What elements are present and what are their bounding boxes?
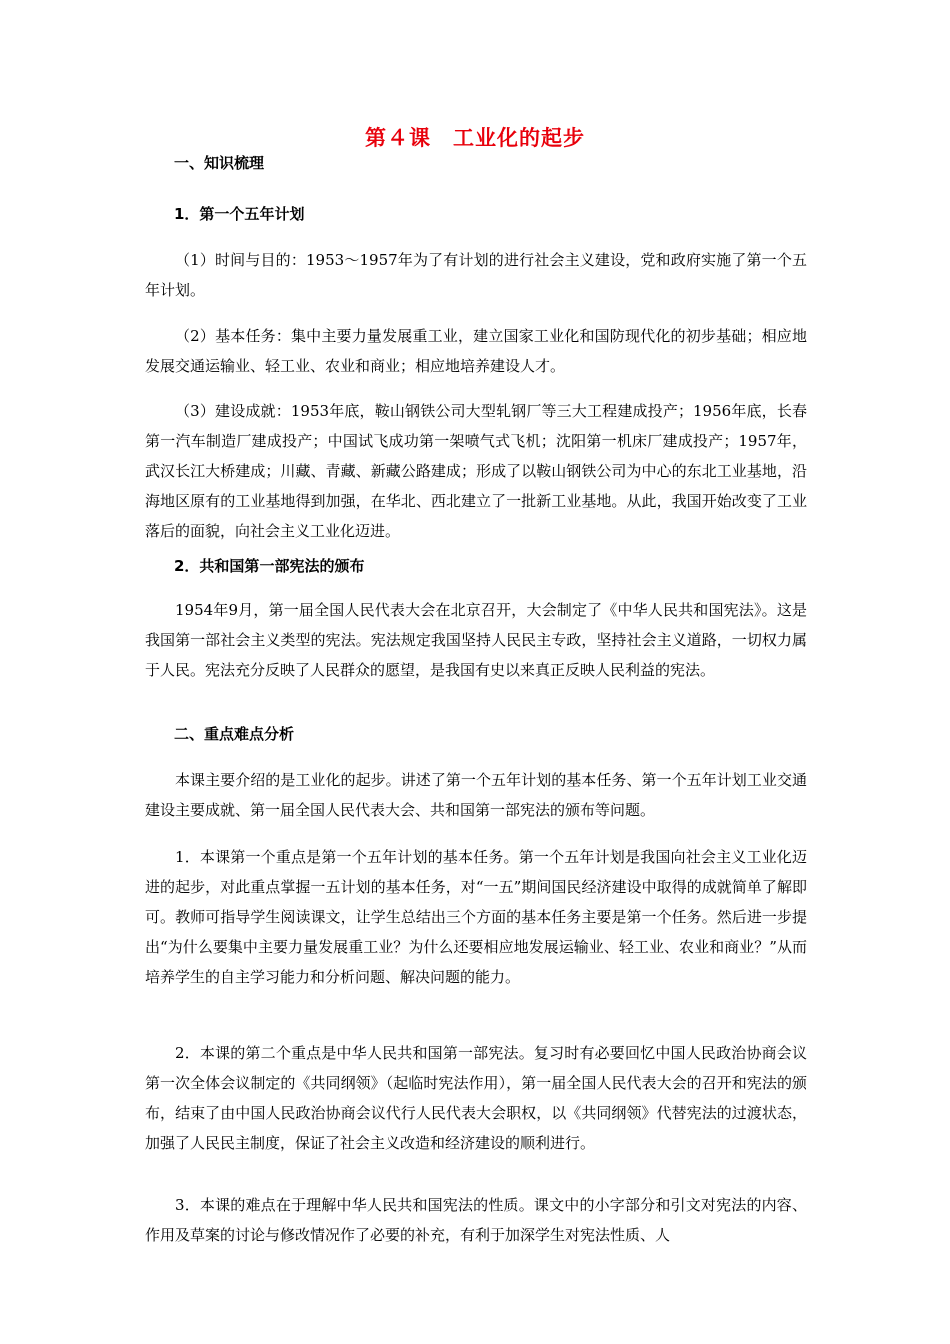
paragraph-achievements: （3）建设成就：1953年底，鞍山钢铁公司大型轧钢厂等三大工程建成投产；1956年底，长春第一汽车制造厂建成投产；中国试飞成功第一架喷气式飞机；沈阳第一机床厂建成投产；1957年，武汉长江大桥建成；川藏、青藏、新藏公路建成；形成了以鞍山钢铁公司为中心的东北工业基地，沿海地区原有的工业基地得到加强，在华北、西北建立了一批新工业基地。从此，我国开始改变了工业落后的面貌，向社会主义工业化迈进。 [145, 402, 807, 540]
subheading-constitution: 2．共和国第一部宪法的颁布 [174, 557, 365, 575]
paragraph-basic-tasks: （2）基本任务：集中主要力量发展重工业，建立国家工业化和国防现代化的初步基础；相应地发展交通运输业、轻工业、农业和商业；相应地培养建设人才。 [145, 327, 807, 375]
paragraph-overview: 本课主要介绍的是工业化的起步。讲述了第一个五年计划的基本任务、第一个五年计划工业交通建设主要成就、第一届全国人民代表大会、共和国第一部宪法的颁布等问题。 [145, 771, 807, 819]
paragraph-key-point-2: 2．本课的第二个重点是中华人民共和国第一部宪法。复习时有必要回忆中国人民政治协商会议第一次全体会议制定的《共同纲领》（起临时宪法作用），第一届全国人民代表大会的召开和宪法的颁布，结束了由中国人民政治协商会议代行人民代表大会职权，以《共同纲领》代替宪法的过渡状态，加强了人民民主制度，保证了社会主义改造和经济建设的顺利进行。 [145, 1044, 807, 1152]
paragraph-time-purpose: （1）时间与目的：1953～1957年为了有计划的进行社会主义建设，党和政府实施了第一个五年计划。 [145, 251, 807, 299]
paragraph-difficulty: 3．本课的难点在于理解中华人民共和国宪法的性质。课文中的小字部分和引文对宪法的内容、作用及草案的讨论与修改情况作了必要的补充，有利于加深学生对宪法性质、人 [145, 1196, 807, 1244]
page-title: 第４课 工业化的起步 [365, 126, 585, 150]
section-heading-key-points: 二、重点难点分析 [174, 725, 295, 743]
section-heading-knowledge: 一、知识梳理 [174, 154, 265, 172]
paragraph-key-point-1: 1．本课第一个重点是第一个五年计划的基本任务。第一个五年计划是我国向社会主义工业化迈进的起步，对此重点掌握一五计划的基本任务，对“一五”期间国民经济建设中取得的成就简单了解即可。教师可指导学生阅读课文，让学生总结出三个方面的基本任务主要是第一个任务。然后进一步提出“为什么要集中主要力量发展重工业？为什么还要相应地发展运输业、轻工业、农业和商业？”从而培养学生的自主学习能力和分析问题、解决问题的能力。 [145, 848, 807, 986]
subheading-five-year-plan: 1．第一个五年计划 [174, 205, 305, 223]
paragraph-constitution: 1954年9月，第一届全国人民代表大会在北京召开，大会制定了《中华人民共和国宪法》。这是我国第一部社会主义类型的宪法。宪法规定我国坚持人民民主专政，坚持社会主义道路，一切权力属于人民。宪法充分反映了人民群众的愿望，是我国有史以来真正反映人民利益的宪法。 [145, 601, 807, 679]
